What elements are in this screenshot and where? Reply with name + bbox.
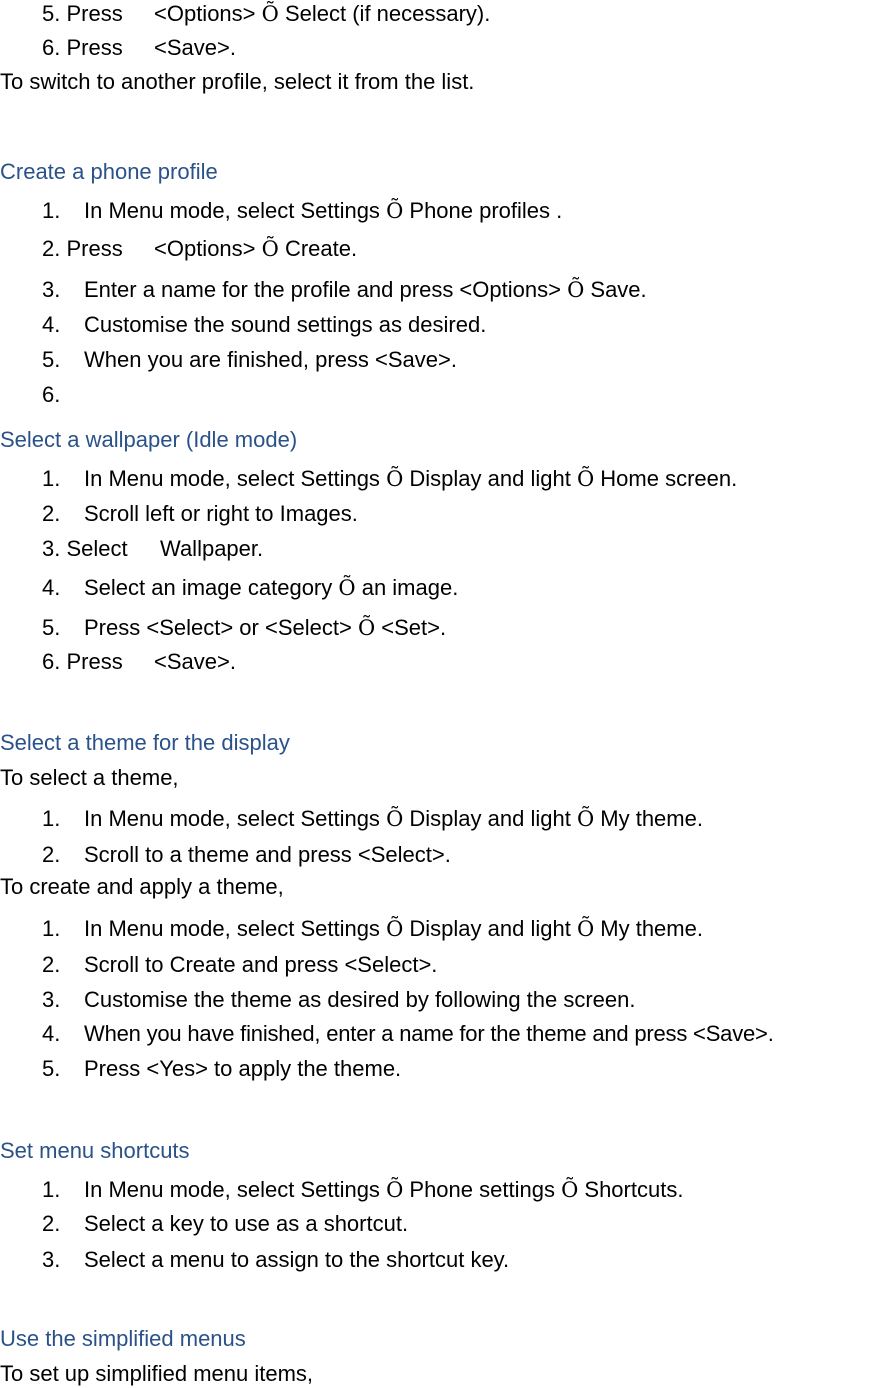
menu-arrow-icon: Õ — [576, 807, 595, 831]
paragraph: To select a theme, — [0, 765, 179, 790]
step-number: 5. Press — [42, 1, 123, 26]
step-number: 3. — [42, 987, 61, 1012]
step-text: Customise the sound settings as desired. — [84, 312, 487, 337]
step-number: 1. — [42, 916, 61, 941]
menu-arrow-icon: Õ — [386, 199, 404, 223]
section-heading-simplified: Use the simplified menus — [0, 1326, 246, 1351]
step-text: When you are finished, press <Save>. — [84, 347, 457, 372]
step-text: Select an image category Õ an image. — [84, 575, 459, 600]
step-number: 3. Select — [42, 536, 128, 561]
menu-arrow-icon: Õ — [386, 1178, 404, 1202]
step-number: 5. — [42, 1056, 61, 1081]
step-number: 1. — [42, 806, 61, 831]
step-number: 2. — [42, 1211, 61, 1236]
step-number: 6. Press — [42, 649, 123, 674]
step-number: 4. — [42, 575, 61, 600]
menu-arrow-icon: Õ — [386, 467, 404, 491]
step-number: 6. Press — [42, 35, 123, 60]
step-number: 1. — [42, 198, 61, 223]
menu-arrow-icon: Õ — [261, 2, 279, 26]
step-text: Press <Yes> to apply the theme. — [84, 1056, 402, 1081]
menu-arrow-icon: Õ — [576, 917, 595, 941]
step-text: Select a menu to assign to the shortcut key. — [84, 1247, 510, 1272]
section-heading-phone-profile: Create a phone profile — [0, 159, 218, 184]
step-number: 5. — [42, 347, 61, 372]
menu-arrow-icon: Õ — [567, 278, 585, 302]
step-number: 1. — [42, 466, 61, 491]
menu-arrow-icon: Õ — [576, 467, 595, 491]
step-number: 3. — [42, 277, 61, 302]
step-number: 2. — [42, 952, 61, 977]
paragraph: To set up simplified menu items, — [0, 1361, 314, 1386]
menu-arrow-icon: Õ — [561, 1178, 579, 1202]
step-text: Press <Select> or <Select> Õ <Set>. — [84, 615, 447, 640]
step-text: Scroll to a theme and press <Select>. — [84, 842, 451, 867]
step-text: In Menu mode, select Settings Õ Phone settings Õ Shortcuts. — [84, 1177, 684, 1202]
menu-arrow-icon: Õ — [386, 807, 404, 831]
step-text: Select a key to use as a shortcut. — [84, 1211, 409, 1236]
step-text: Enter a name for the profile and press <Options> Õ Save. — [84, 277, 647, 302]
step-number: 4. — [42, 1021, 61, 1046]
step-number: 5. — [42, 615, 61, 640]
step-text: <Options> Õ Select (if necessary). — [154, 1, 491, 26]
step-text: Wallpaper. — [160, 536, 264, 561]
menu-arrow-icon: Õ — [357, 616, 376, 640]
section-heading-wallpaper: Select a wallpaper (Idle mode) — [0, 427, 298, 452]
intro-note: To switch to another profile, select it from the list. — [0, 69, 475, 94]
step-text: In Menu mode, select Settings Õ Display and light Õ My theme. — [84, 916, 703, 941]
step-text: In Menu mode, select Settings Õ Phone profiles . — [84, 198, 563, 223]
step-text: Customise the theme as desired by following the screen. — [84, 987, 636, 1012]
step-number: 4. — [42, 312, 61, 337]
step-text: In Menu mode, select Settings Õ Display and light Õ Home screen. — [84, 466, 738, 491]
step-text: Scroll left or right to Images. — [84, 501, 358, 526]
section-heading-theme: Select a theme for the display — [0, 730, 290, 755]
menu-arrow-icon: Õ — [386, 917, 404, 941]
step-text: Scroll to Create and press <Select>. — [84, 952, 438, 977]
menu-arrow-icon: Õ — [338, 576, 356, 600]
step-text: When you have finished, enter a name for the theme and press <Save>. — [84, 1021, 774, 1046]
section-heading-shortcuts: Set menu shortcuts — [0, 1138, 190, 1163]
step-number: 2. Press — [42, 236, 123, 261]
step-text: In Menu mode, select Settings Õ Display and light Õ My theme. — [84, 806, 703, 831]
step-number: 6. — [42, 382, 61, 407]
paragraph: To create and apply a theme, — [0, 874, 284, 899]
step-text: <Save>. — [154, 35, 236, 60]
step-number: 1. — [42, 1177, 61, 1202]
step-text: <Save>. — [154, 649, 236, 674]
step-number: 3. — [42, 1247, 61, 1272]
step-text: <Options> Õ Create. — [154, 236, 358, 261]
step-number: 2. — [42, 501, 61, 526]
step-number: 2. — [42, 842, 61, 867]
menu-arrow-icon: Õ — [261, 237, 279, 261]
